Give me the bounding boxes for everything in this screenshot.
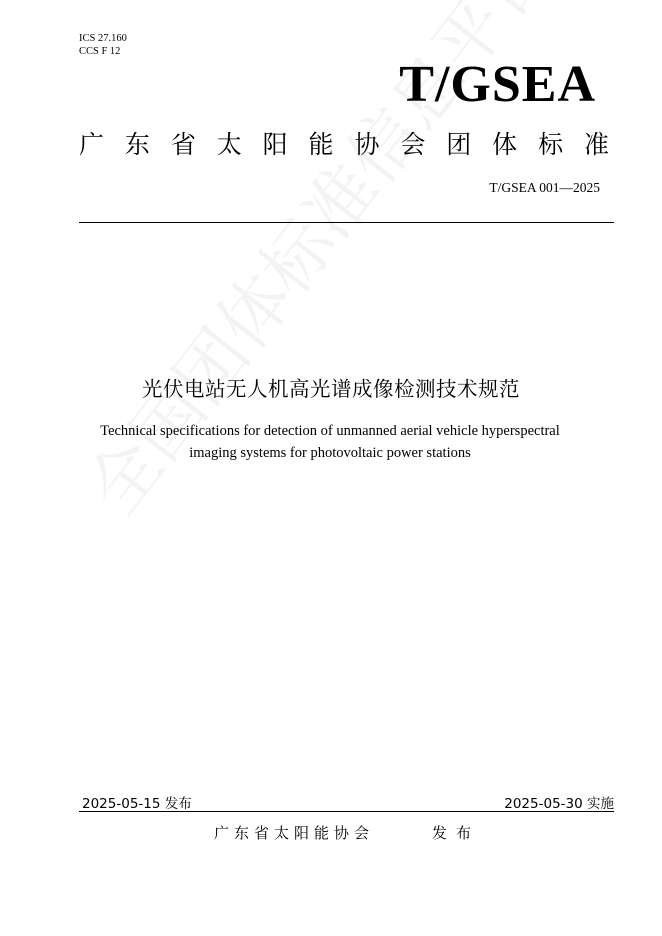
publish-label: 发布 (432, 824, 481, 842)
footer-divider (79, 811, 614, 812)
standard-logo: T/GSEA (399, 56, 596, 113)
publisher-name: 广东省太阳能协会 (214, 824, 375, 842)
title-en-line-2: imaging systems for photovoltaic power stations (189, 445, 471, 461)
implement-date: 2025-05-30 实施 (504, 796, 614, 812)
ccs-code: CCS F 12 (79, 46, 121, 57)
document-title-cn: 光伏电站无人机高光谱成像检测技术规范 (142, 377, 520, 401)
ics-code: ICS 27.160 (79, 33, 127, 44)
publish-date: 2025-05-15 发布 (82, 796, 192, 812)
title-en-line-1: Technical specifications for detection of unmanned aerial vehicle hyperspectral (100, 423, 560, 439)
standard-number: T/GSEA 001—2025 (489, 180, 600, 195)
classification-codes (79, 32, 127, 58)
header-divider (79, 222, 614, 223)
organization-title: 广 东 省 太 阳 能 协 会 团 体 标 准 (79, 130, 609, 159)
document-title-en (60, 420, 600, 464)
